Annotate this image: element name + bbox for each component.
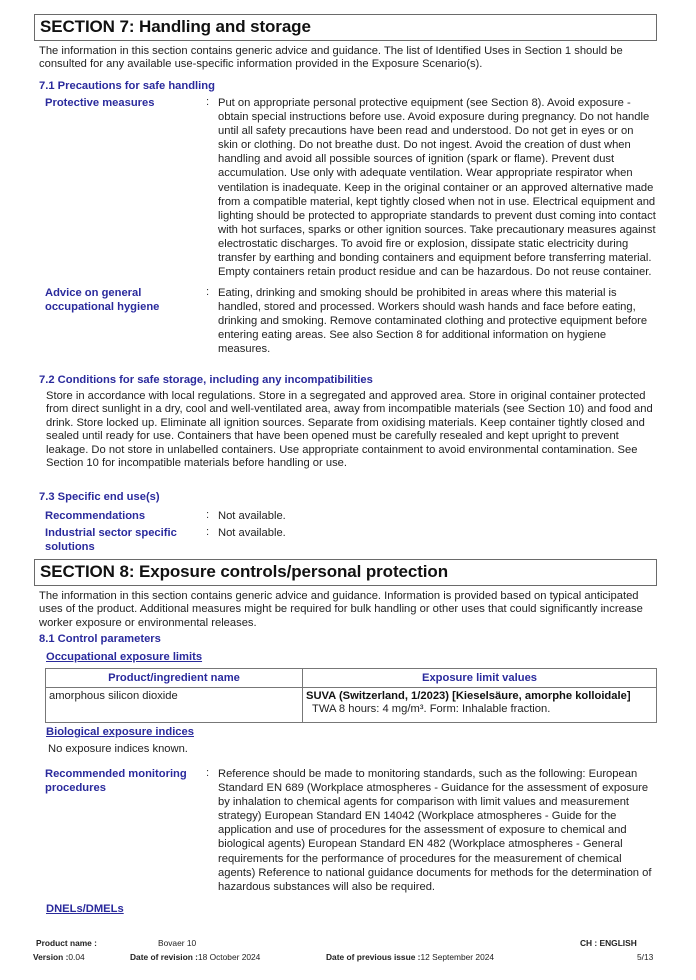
monitoring-text: Reference should be made to monitoring standards, such as the following: European Standard EN 689 (Workplace atmospheres - Guidance for the assessment of exposure by inhalation to chemical agents for comparison with limit values and measurement strategy) European Standard EN 14042 (Workplace atmospheres - Guide for the application and use of procedures for the assessment of exposure to chemical and biological agents) European Standard EN 482 (Workplace atmospheres - General requirements for the performance of procedures for the measurement of chemical agents) Reference to national guidance documents for methods for the determination of hazardous substances will also be required. xyxy=(218,768,652,893)
footer-product-value: Bovaer 10 xyxy=(158,938,197,948)
section-8-intro: The information in this section contains generic advice and guidance. Information is provided based on typical anticipated uses of the product. Additional measures might be required for bulk handling or other uses that could significantly increase worker exposure or environmental releases. xyxy=(39,590,643,629)
column-header-product: Product/ingredient name xyxy=(46,669,303,688)
ingredient-name-cell: amorphous silicon dioxide xyxy=(46,688,303,723)
colon: : xyxy=(206,526,210,538)
hygiene-label: Advice on general occupational hygiene xyxy=(45,287,160,313)
protective-measures-label: Protective measures xyxy=(45,97,155,109)
exposure-limits-table xyxy=(45,668,657,723)
dnels-dmels-link[interactable]: DNELs/DMELs xyxy=(46,903,124,915)
limit-source: SUVA (Switzerland, 1/2023) [Kieselsäure, amorphe kolloidale] xyxy=(306,690,631,702)
hygiene-text: Eating, drinking and smoking should be prohibited in areas where this material is handled, stored and processed. Workers should wash hands and face before eating, drinking and smoking. Remove contaminated clothing and protective equipment before entering eating areas. See also Section 8 for additional information on hygiene measures. xyxy=(218,287,648,356)
industrial-sector-label: Industrial sector specific solutions xyxy=(45,527,177,553)
footer-version: Version :0.04 xyxy=(33,952,85,962)
footer-product-label: Product name : xyxy=(36,938,97,948)
section-7-title: SECTION 7: Handling and storage xyxy=(40,17,311,36)
table-header-row xyxy=(46,669,657,688)
column-header-limits: Exposure limit values xyxy=(303,669,657,688)
protective-measures-text: Put on appropriate personal protective equipment (see Section 8). Avoid exposure - obtain special instructions before use. Avoid exposure during pregnancy. Do not handle until all safety precautions have been read and understood. Do not get in eyes or on skin or clothing. Do not breathe dust. Do not ingest. Avoid the creation of dust when handling and avoid all possible sources of ignition (spark or flame). Prevent dust accumulation. Use only with adequate ventilation. Wear appropriate respirator when ventilation is inadequate. Keep in the original container or an approved alternative made from a compatible material, kept tightly closed when not in use. Electrical equipment and lighting should be protected to appropriate standards to prevent dust coming into contact with hot surfaces, sparks or other ignition sources. Take precautionary measures against electrostatic discharges. To avoid fire or explosion, dissipate static electricity during transfer by earthing and bonding containers and equipment before transferring material. Empty containers retain product residue and can be hazardous. Do not reuse container. xyxy=(218,97,656,279)
colon: : xyxy=(206,509,210,521)
table-row xyxy=(46,688,657,723)
footer-page-number: 5/13 xyxy=(637,952,654,962)
footer-previous-issue-date: Date of previous issue :12 September 2024 xyxy=(326,952,495,962)
section-7-intro: The information in this section contains generic advice and guidance. The list of Identified Uses in Section 1 should be consulted for any available use-specific information provided in the Exposure Scenario(s). xyxy=(39,45,623,71)
footer-revision-date: Date of revision :18 October 2024 xyxy=(130,952,261,962)
footer-language: CH : ENGLISH xyxy=(580,938,637,948)
industrial-sector-value: Not available. xyxy=(218,527,286,539)
heading-8-1: 8.1 Control parameters xyxy=(39,633,161,645)
section-8-header xyxy=(34,559,657,586)
limit-detail: TWA 8 hours: 4 mg/m³. Form: Inhalable fraction. xyxy=(312,703,551,715)
section-7-header xyxy=(34,14,657,41)
colon: : xyxy=(206,767,210,779)
limit-values-cell xyxy=(303,688,657,723)
biological-exposure-indices-link[interactable]: Biological exposure indices xyxy=(46,726,194,738)
occupational-exposure-limits-link[interactable]: Occupational exposure limits xyxy=(46,651,203,663)
bei-text: No exposure indices known. xyxy=(48,743,188,755)
colon: : xyxy=(206,96,210,108)
monitoring-label: Recommended monitoring procedures xyxy=(45,768,187,794)
heading-7-2: 7.2 Conditions for safe storage, including any incompatibilities xyxy=(39,374,373,386)
recommendations-value: Not available. xyxy=(218,510,286,522)
section-8-title: SECTION 8: Exposure controls/personal protection xyxy=(40,562,448,581)
colon: : xyxy=(206,286,210,298)
heading-7-1: 7.1 Precautions for safe handling xyxy=(39,80,215,92)
heading-7-3: 7.3 Specific end use(s) xyxy=(39,491,160,503)
storage-text: Store in accordance with local regulations. Store in a segregated and approved area. Store in original container protected from direct sunlight in a dry, cool and well-ventilated area, away from incompatible materials (see Section 10) and food and drink. Store locked up. Eliminate all ignition sources. Separate from oxidising materials. Keep container tightly closed and sealed until ready for use. Containers that have been opened must be carefully resealed and kept upright to prevent leakage. Do not store in unlabelled containers. Use appropriate containment to avoid environmental contamination. See Section 10 for incompatible materials before handling or use. xyxy=(46,390,653,470)
recommendations-label: Recommendations xyxy=(45,510,146,522)
